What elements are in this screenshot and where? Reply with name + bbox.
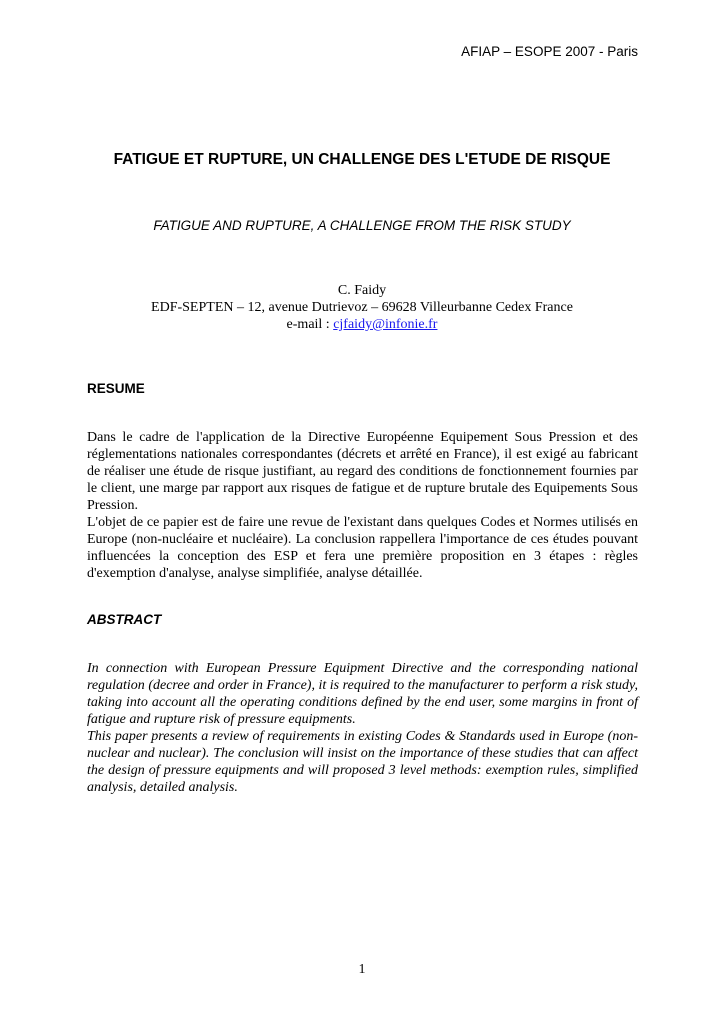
abstract-paragraph-2: This paper presents a review of requirements in existing Codes & Standards used in Europe (non-nuclear and nuclear). The conclusion will insist on the importance of these studies that can affect the design of pressure equipments and will proposed 3 level methods: exemption rules, simplified analysis, detailed analysis.: [87, 729, 638, 795]
page-number: 1: [358, 962, 366, 977]
running-header: AFIAP – ESOPE 2007 - Paris: [461, 44, 638, 59]
author-name: C. Faidy: [337, 283, 387, 298]
email-link[interactable]: cjfaidy@infonie.fr: [333, 317, 438, 332]
author-block: [0, 282, 724, 333]
resume-paragraph-1: Dans le cadre de l'application de la Directive Européenne Equipement Sous Pression et des réglementations nationales correspondantes (décrets et arrêté en France), il est exigé au fabricant de réaliser une étude de risque justifiant, au regard des conditions de fonctionnement fournies par le client, une marge par rapport aux risques de fatigue et de rupture brutale des Equipements Sous Pression.: [87, 430, 638, 513]
paper-subtitle: FATIGUE AND RUPTURE, A CHALLENGE FROM THE RISK STUDY: [153, 218, 571, 233]
resume-heading: RESUME: [87, 381, 145, 396]
author-affiliation: EDF-SEPTEN – 12, avenue Dutrievoz – 69628 Villeurbanne Cedex France: [151, 300, 573, 315]
paper-title: FATIGUE ET RUPTURE, UN CHALLENGE DES L'ETUDE DE RISQUE: [113, 151, 611, 168]
author-email-line: [0, 316, 724, 333]
email-label: e-mail :: [286, 317, 334, 332]
abstract-heading: ABSTRACT: [87, 612, 162, 627]
resume-paragraph-2: L'objet de ce papier est de faire une revue de l'existant dans quelques Codes et Normes utilisés en Europe (non-nucléaire et nucléaire). La conclusion rappellera l'importance de ces études pouvant influencées la conception des ESP et fera une première proposition en 3 étapes : règles d'exemption d'analyse, analyse simplifiée, analyse détaillée.: [87, 515, 638, 581]
abstract-paragraph-1: In connection with European Pressure Equipment Directive and the corresponding national regulation (decree and order in France), it is required to the manufacturer to perform a risk study, taking into account all the operating conditions defined by the end user, some margins in front of fatigue and rupture risk of pressure equipments.: [87, 661, 638, 727]
